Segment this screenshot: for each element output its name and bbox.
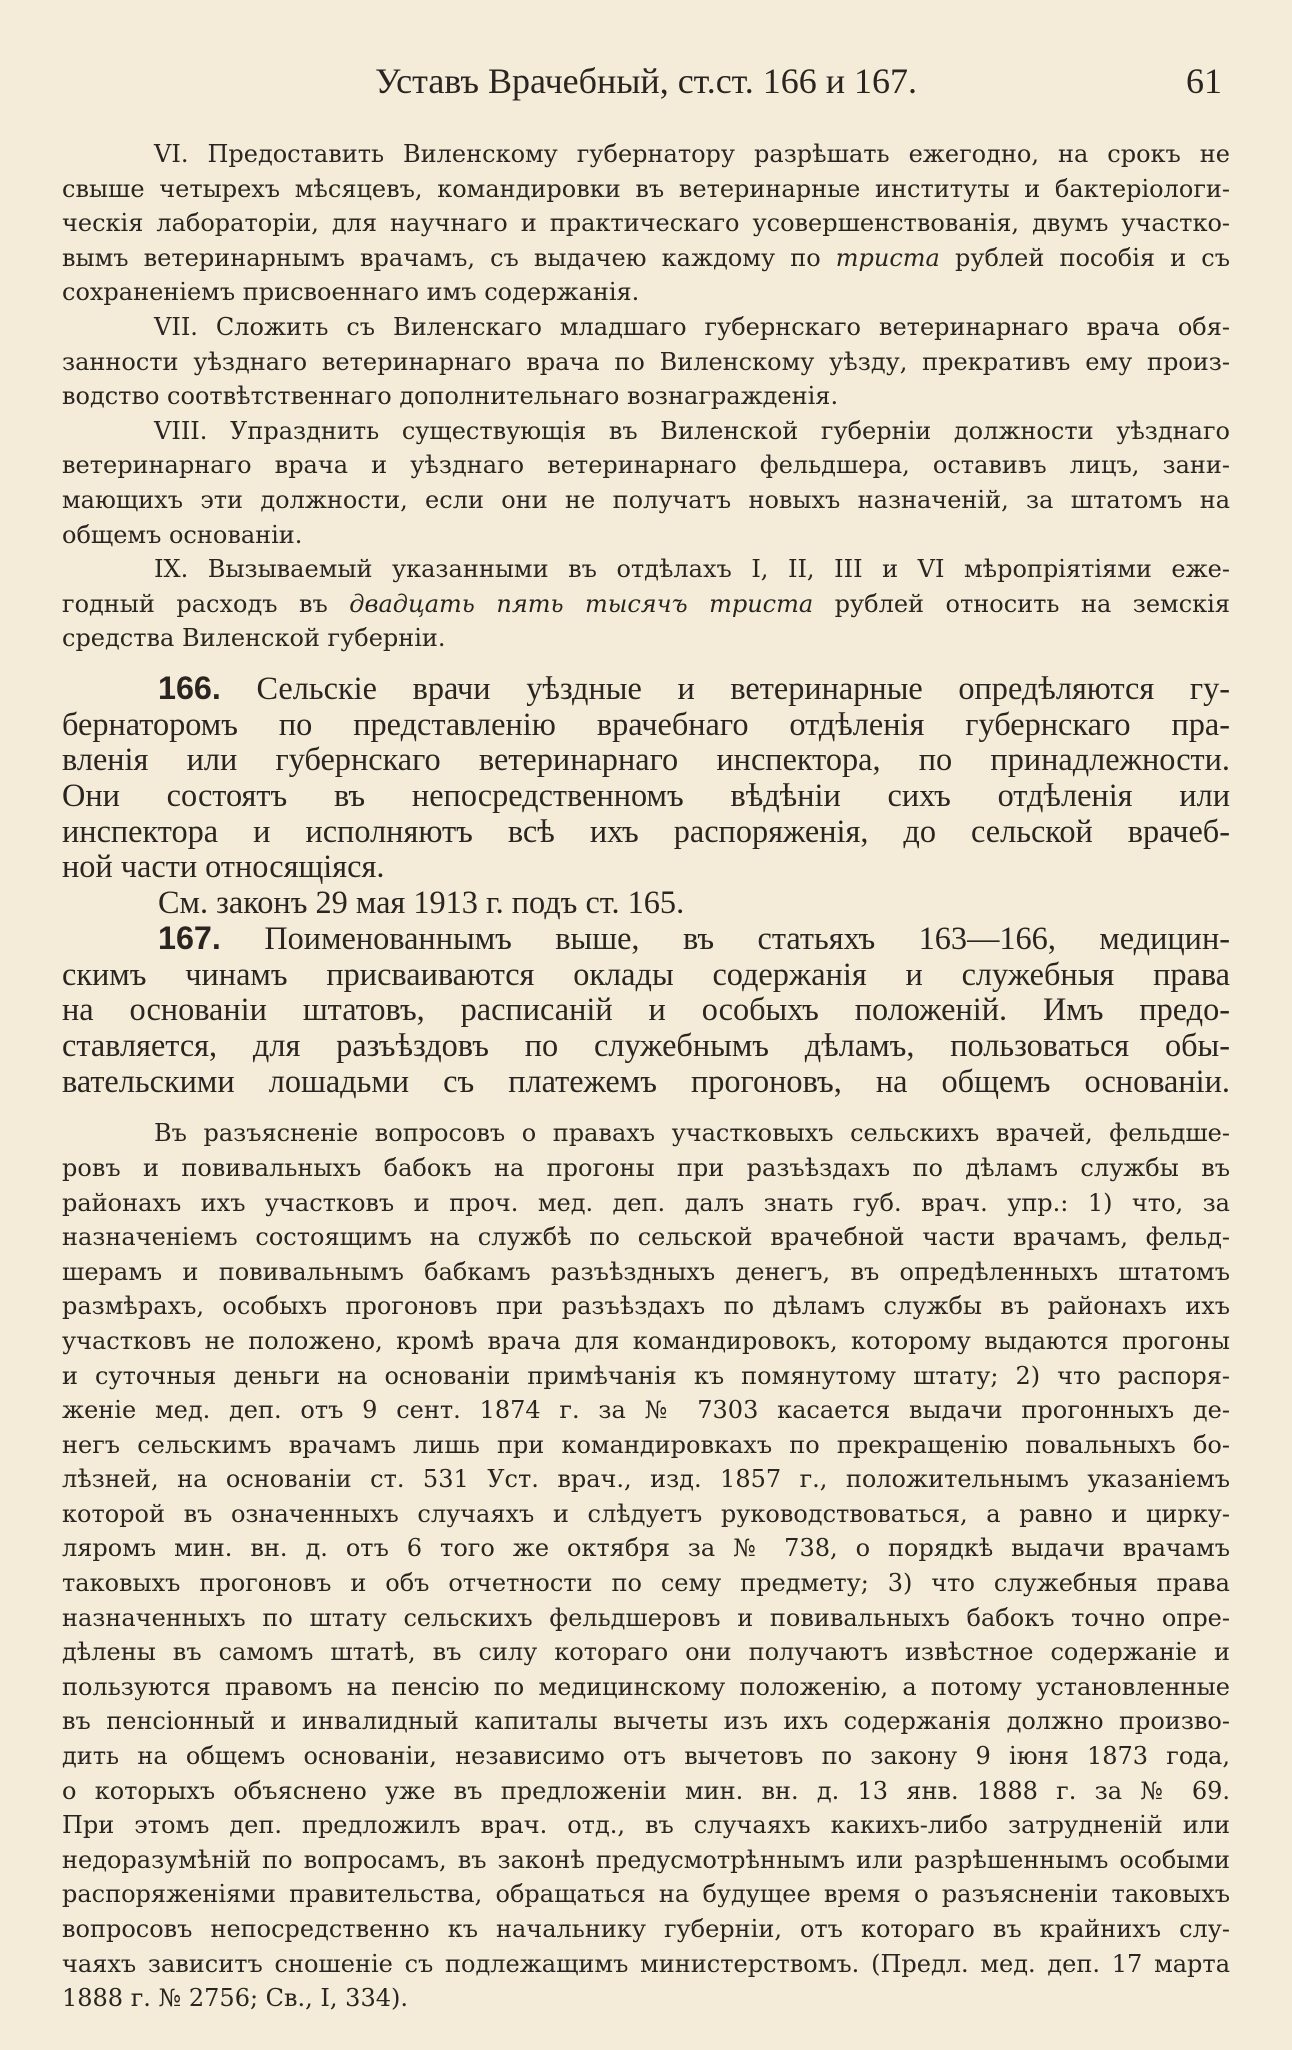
commentary-line: дѣлены въ самомъ штатѣ, въ силу котораго они получаютъ извѣстное содержаніе и: [62, 1638, 1230, 1667]
commentary-line: таковыхъ прогоновъ и объ отчетности по сему предмету; 3) что служебныя права: [62, 1569, 1230, 1598]
text-line: сохраненіемъ присвоеннаго имъ содержанія.: [62, 278, 640, 307]
commentary-line: ляромъ мин. вн. д. отъ 6 того же октября за № 738, о порядкѣ выдачи врачамъ: [62, 1534, 1230, 1563]
commentary-line: распоряженіями правительства, обращаться на будущее время о разъясненіи таковыхъ: [62, 1880, 1230, 1909]
article-166-reference: См. законъ 29 мая 1913 г. подъ ст. 165.: [158, 884, 685, 921]
article-166-line: инспектора и исполняютъ всѣ ихъ распоряженія, до сельской врачеб-: [62, 812, 1230, 849]
commentary-line: въ пенсіонный и инвалидный капиталы вычеты изъ ихъ содержанія должно произво-: [62, 1707, 1230, 1736]
commentary-line: лѣзней, на основаніи ст. 531 Уст. врач., изд. 1857 г., положительнымъ указаніемъ: [62, 1465, 1230, 1494]
commentary-line: ровъ и повивальныхъ бабокъ на прогоны при разъѣздахъ по дѣламъ службы въ: [62, 1153, 1230, 1182]
commentary-text: [62, 1115, 1230, 2014]
paragraph-VII: [62, 309, 1230, 413]
commentary-line: 1888 г. № 2756; Св., I, 334).: [62, 1984, 408, 2013]
text-line: годный расходъ въ двадцать пять тысячъ триста рублей относить на земскія: [62, 589, 1230, 618]
article-text: Поименованнымъ выше, въ статьяхъ 163—166, медицин-: [264, 919, 1230, 956]
commentary-line: назначенныхъ по штату сельскихъ фельдшеровъ и повивальныхъ бабокъ точно опре-: [62, 1603, 1230, 1632]
article-167-line-0: [62, 921, 1230, 957]
text-line: ветеринарнаго врача и уѣзднаго ветеринарнаго фельдшера, оставивъ лицъ, зани-: [62, 451, 1230, 480]
article-166-line-0: [62, 671, 1230, 707]
articles: [62, 671, 1230, 1099]
commentary: [62, 1115, 1230, 2014]
article-166-line: ной части относящіяся.: [62, 848, 385, 885]
article-number: 167.: [158, 919, 221, 956]
commentary-line: участковъ не положено, кромѣ врача для командировокъ, которому выдаются прогоны: [62, 1326, 1230, 1355]
upper-resolutions: [62, 136, 1230, 655]
commentary-line: районахъ ихъ участковъ и проч. мед. деп. далъ знать губ. врач. упр.: 1) что, за: [62, 1188, 1230, 1217]
running-title: Уставъ Врачебный, ст.ст. 166 и 167.: [375, 61, 917, 101]
page-number: 61: [1186, 61, 1222, 101]
text-line: свыше четырехъ мѣсяцевъ, командировки въ ветеринарные институты и бактеріологи-: [62, 174, 1230, 203]
commentary-line: пользуются правомъ на пенсію по медицинскому положенію, а потому установленные: [62, 1672, 1230, 1701]
italic-amount: триста: [835, 243, 940, 272]
paragraph-IX: [62, 551, 1230, 655]
article-text: Сельскіе врачи уѣздные и ветеринарные опредѣляются гу-: [256, 669, 1230, 706]
article-166-line: вленія или губернскаго ветеринарнаго инспектора, по принадлежности.: [62, 741, 1230, 778]
commentary-line: вопросовъ непосредственно къ начальнику губерніи, отъ котораго въ крайнихъ слу-: [62, 1915, 1230, 1943]
article-167-line: вательскими лошадьми съ платежемъ прогоновъ, на общемъ основаніи.: [62, 1062, 1230, 1099]
text-line: IX. Вызываемый указанными въ отдѣлахъ I, II, III и VI мѣропріятіями еже-: [154, 555, 1230, 584]
commentary-line: размѣрахъ, особыхъ прогоновъ при разъѣздахъ по дѣламъ службы въ районахъ ихъ: [62, 1292, 1230, 1321]
article-166: [62, 671, 1230, 921]
commentary-line: назначеніемъ состоящимъ на службѣ по сельской врачебной части врачамъ, фельд-: [62, 1223, 1230, 1252]
text-line: занности уѣзднаго ветеринарнаго врача по Виленскому уѣзду, прекративъ ему произ-: [62, 347, 1230, 376]
commentary-line: шерамъ и повивальнымъ бабкамъ разъѣздныхъ денегъ, въ опредѣленныхъ штатомъ: [62, 1257, 1230, 1286]
paragraph-VI: [62, 136, 1230, 309]
running-header: [62, 60, 1230, 108]
italic-amount: двадцать пять тысячъ триста: [349, 589, 814, 618]
text-line: VI. Предоставить Виленскому губернатору разрѣшать ежегодно, на срокъ не: [154, 140, 1230, 168]
commentary-line: чаяхъ зависитъ сношеніе съ подлежащимъ министерствомъ. (Предл. мед. деп. 17 марта: [62, 1949, 1230, 1978]
commentary-line: и суточныя деньги на основаніи примѣчанія къ помянутому штату; 2) что распоря-: [62, 1361, 1230, 1390]
commentary-line: которой въ означенныхъ случаяхъ и слѣдуетъ руководствоваться, а равно и цирку-: [62, 1499, 1230, 1528]
article-167-line: ставляется, для разъѣздовъ по служебнымъ дѣламъ, пользоваться обы-: [62, 1026, 1230, 1063]
article-166-line: бернаторомъ по представленію врачебнаго отдѣленія губернскаго пра-: [62, 705, 1230, 742]
text-line: вымъ ветеринарнымъ врачамъ, съ выдачею каждому по триста рублей пособія и съ: [62, 243, 1231, 272]
article-167: [62, 921, 1230, 1100]
text-line: средства Виленской губерніи.: [62, 624, 446, 653]
article-167-line: скимъ чинамъ присваиваются оклады содержанія и служебныя права: [62, 955, 1230, 992]
commentary-line: негъ сельскимъ врачамъ лишь при командировкахъ по прекращенію повальныхъ бо-: [62, 1430, 1230, 1459]
article-number: 166.: [158, 669, 221, 706]
paragraph-VIII: [62, 413, 1230, 551]
text-line: мающихъ эти должности, если они не получатъ новыхъ назначеній, за штатомъ на: [62, 485, 1230, 514]
article-166-line: Они состоятъ въ непосредственномъ вѣдѣніи сихъ отдѣленія или: [62, 777, 1230, 814]
commentary-line: недоразумѣній по вопросамъ, въ законѣ предусмотрѣннымъ или разрѣшеннымъ особыми: [62, 1845, 1230, 1874]
commentary-line: женіе мед. деп. отъ 9 сент. 1874 г. за № 7303 касается выдачи прогонныхъ де-: [62, 1396, 1230, 1425]
commentary-line: При этомъ деп. предложилъ врач. отд., въ случаяхъ какихъ-либо затрудненій или: [62, 1811, 1230, 1840]
text-line: общемъ основаніи.: [62, 520, 303, 549]
text-line: ческія лабораторіи, для научнаго и практическаго усовершенствованія, двумъ участко-: [62, 209, 1230, 238]
commentary-line: о которыхъ объяснено уже въ предложеніи мин. вн. д. 13 янв. 1888 г. за № 69.: [62, 1776, 1230, 1805]
text-line: водство соотвѣтственнаго дополнительнаго вознагражденія.: [62, 382, 839, 411]
text-line: VII. Сложить съ Виленскаго младшаго губернскаго ветеринарнаго врача обя-: [154, 312, 1230, 341]
commentary-line: дить на общемъ основаніи, независимо отъ вычетовъ по закону 9 іюня 1873 года,: [62, 1742, 1230, 1771]
commentary-line: Въ разъясненіе вопросовъ о правахъ участковыхъ сельскихъ врачей, фельдше-: [154, 1119, 1230, 1148]
text-line: VIII. Упразднить существующія въ Виленской губерніи должности уѣзднаго: [154, 416, 1230, 445]
article-167-line: на основаніи штатовъ, расписаній и особыхъ положеній. Имъ предо-: [62, 991, 1230, 1028]
